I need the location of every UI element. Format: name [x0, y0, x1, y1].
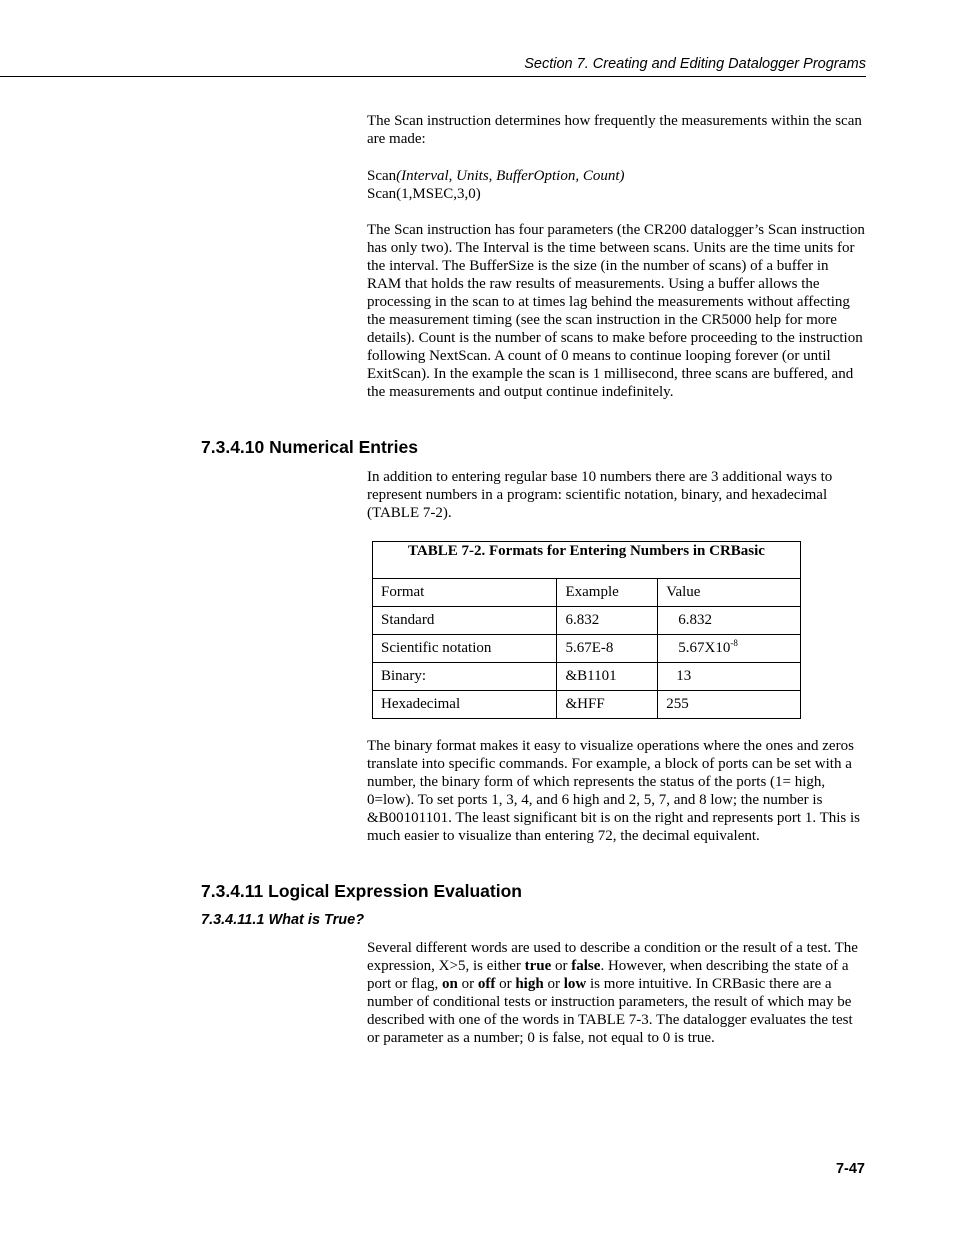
- table-cell: Binary:: [373, 663, 557, 691]
- section-title: Section 7. Creating and Editing Datalogger Programs: [524, 56, 866, 72]
- keyword-on: on: [441, 976, 458, 992]
- table-cell: Scientific notation: [373, 635, 557, 663]
- sci-exponent: -8: [730, 638, 738, 648]
- table-cell: 5.67E-8: [557, 635, 658, 663]
- table-caption-row: [373, 542, 801, 579]
- keyword-off: off: [477, 976, 496, 992]
- table-row: [373, 607, 801, 635]
- logical-paragraph: Several different words are used to describe a condition or the result of a test. The expression, X>5, is either true or false. However, when describing the state of a port or flag, on or off or high or low is more intuitive. In CRBasic there are a number of conditional tests or instruction parameters, the result of which may be described with one of the words in TABLE 7-3. The datalogger evaluates the test or parameter as a number; 0 is false, not equal to 0 is true.: [367, 940, 858, 1046]
- table-cell: Standard: [373, 607, 557, 635]
- page-number: 7-47: [835, 1161, 865, 1177]
- sci-value: 5.67X10: [678, 640, 731, 656]
- table-cell: 13: [658, 663, 801, 691]
- running-header: [0, 54, 866, 77]
- table-cell: 6.832: [658, 607, 801, 635]
- table-cell: [658, 635, 801, 663]
- table-header-row: [373, 579, 801, 607]
- column-header: Example: [557, 579, 658, 607]
- scan-syntax-name: Scan: [367, 168, 397, 184]
- subheading-what-is-true: 7.3.4.11.1 What is True?: [201, 912, 365, 928]
- table-row: [373, 691, 801, 719]
- binary-paragraph: The binary format makes it easy to visualize operations where the ones and zeros translate into specific commands. For example, a block of ports can be set with a number, the binary form of which represents the status of the ports (1= high, 0=low). To set ports 1, 3, 4, and 6 high and 2, 5, 7, and 8 low; the number is &B00101101. The least significant bit is on the right and represents port 1. This is much easier to visualize than entering 72, the decimal equivalent.: [367, 738, 860, 844]
- keyword-true: true: [524, 958, 552, 974]
- numerical-intro: In addition to entering regular base 10 numbers there are 3 additional ways to represent numbers in a program: scientific notation, binary, and hexadecimal (TABLE 7-2).: [367, 469, 833, 521]
- keyword-false: false: [571, 958, 601, 974]
- scan-syntax: [367, 167, 865, 185]
- keyword-low: low: [563, 976, 587, 992]
- column-header: Value: [658, 579, 801, 607]
- heading-logical-expression: 7.3.4.11 Logical Expression Evaluation: [201, 881, 522, 901]
- scan-syntax-params: (Interval, Units, BufferOption, Count): [396, 168, 625, 184]
- table-caption: TABLE 7-2. Formats for Entering Numbers in CRBasic: [373, 542, 801, 579]
- scan-syntax-block: [367, 167, 865, 203]
- table-cell: 6.832: [557, 607, 658, 635]
- table-cell: Hexadecimal: [373, 691, 557, 719]
- scan-description: The Scan instruction has four parameters (the CR200 datalogger’s Scan instruction has only two). The Interval is the time between scans. Units are the time units for the interval. The BufferSize is the size (in the number of scans) of a buffer in RAM that holds the raw results of measurements. Using a buffer allows the processing in the scan to at times lag behind the measurements without affecting the measurement timing (see the scan instruction in the CR5000 help for more details). Count is the number of scans to make before proceeding to the instruction following NextScan. A count of 0 means to continue looping forever (or until ExitScan). In the example the scan is 1 millisecond, three scans are buffered, and the measurements and output continue indefinitely.: [367, 222, 865, 400]
- scan-intro: The Scan instruction determines how frequently the measurements within the scan are made:: [367, 113, 862, 147]
- scan-example: Scan(1,MSEC,3,0): [367, 186, 481, 202]
- table-row: [373, 663, 801, 691]
- column-header: Format: [373, 579, 557, 607]
- table-cell: &B1101: [557, 663, 658, 691]
- keyword-high: high: [515, 976, 544, 992]
- formats-table: [372, 541, 801, 719]
- table-cell: &HFF: [557, 691, 658, 719]
- table-cell: 255: [658, 691, 801, 719]
- table-row: [373, 635, 801, 663]
- heading-numerical-entries: 7.3.4.10 Numerical Entries: [201, 437, 418, 457]
